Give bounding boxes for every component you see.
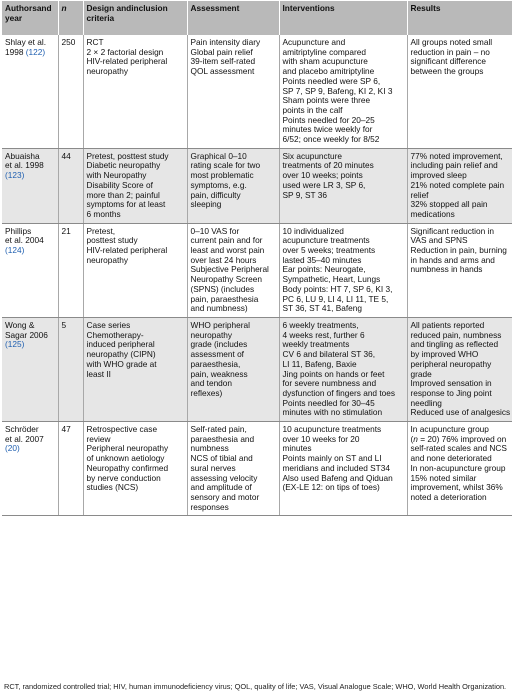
design-header-line: inclusion criteria bbox=[86, 3, 168, 23]
interventions-cell-line: 6/52; once weekly for 8/52 bbox=[282, 134, 380, 145]
design-cell-line: Diabetic neuropathy bbox=[86, 160, 161, 171]
citation-link[interactable]: (125) bbox=[5, 339, 25, 350]
results-cell-line: including pain relief and bbox=[410, 160, 498, 171]
assessment-cell-line: Self-rated pain, bbox=[190, 424, 247, 435]
design-cell-line: symptoms for at least bbox=[86, 199, 166, 210]
interventions-cell-line: and placebo amitriptyline bbox=[282, 66, 375, 77]
assessment-cell-line: sensory and motor bbox=[190, 491, 260, 502]
interventions-cell-line: LI 11, Bafeng, Baxie bbox=[282, 358, 357, 369]
interventions-cell-line: 10 individualized bbox=[282, 225, 344, 236]
interventions-cell-line: over 10 weeks; points bbox=[282, 170, 363, 181]
assessment-cell-line: (SPNS) (includes bbox=[190, 283, 255, 294]
assessment-cell-line: pain, paraesthesia bbox=[190, 293, 259, 304]
footnote: RCT, randomized controlled trial; HIV, human immunodeficiency virus; QOL, quality of life; VAS, Visual Analogue Scale; WHO, World Health Organization. bbox=[4, 682, 507, 691]
design-cell-line: induced peripheral bbox=[86, 339, 155, 350]
interventions-cell-line: Points needled for 20–25 bbox=[282, 114, 375, 125]
assessment-cell-line: rating scale for two bbox=[190, 160, 261, 171]
results-cell-line: Reduction in pain, burning bbox=[410, 245, 507, 256]
author-text: Wong & bbox=[5, 319, 35, 330]
author-line bbox=[5, 444, 55, 454]
assessment-cell bbox=[187, 422, 279, 516]
author-text: et al. 2007 bbox=[5, 433, 44, 444]
assessment-cell-line: 39-item self-rated bbox=[190, 56, 256, 67]
interventions-cell bbox=[279, 223, 407, 317]
table-row bbox=[2, 317, 512, 421]
interventions-cell-line: Points needled for 30–45 bbox=[282, 397, 375, 408]
assessment-cell-line: Graphical 0–10 bbox=[190, 150, 247, 161]
design-cell bbox=[83, 148, 187, 223]
interventions-cell-line: Acupuncture and bbox=[282, 37, 346, 47]
design-cell-line: neuropathy bbox=[86, 66, 129, 77]
interventions-cell-line: used were LR 3, SP 6, bbox=[282, 179, 366, 190]
interventions-cell-line: lasted 35–40 minutes bbox=[282, 254, 362, 265]
interventions-cell-line: Points mainly on ST and LI bbox=[282, 453, 382, 464]
interventions-cell-line: minutes bbox=[282, 443, 312, 454]
design-cell-line: 2 × 2 factorial design bbox=[86, 46, 164, 57]
interventions-cell-line: 10 acupuncture treatments bbox=[282, 424, 382, 435]
interventions-cell-line: Sham points were three bbox=[282, 95, 371, 106]
design-cell-line: with Neuropathy bbox=[86, 170, 147, 181]
interventions-cell-line: Body points: HT 7, SP 6, KI 3, bbox=[282, 283, 393, 294]
design-cell-line: Retrospective case bbox=[86, 424, 158, 435]
design-cell bbox=[83, 223, 187, 317]
assessment-cell-line: 0–10 VAS for bbox=[190, 225, 240, 236]
results-cell-line: Improved sensation in bbox=[410, 378, 492, 389]
n-header bbox=[58, 1, 83, 35]
interventions-cell-line: ST 36, ST 41, Bafeng bbox=[282, 303, 362, 314]
results-cell-line: noted a deterioration bbox=[410, 491, 487, 502]
results-cell bbox=[407, 148, 512, 223]
assessment-cell bbox=[187, 317, 279, 421]
author-cell bbox=[2, 148, 58, 223]
interventions-header-line: Interventions bbox=[282, 3, 335, 13]
author-text: Shlay et al. bbox=[5, 37, 47, 47]
results-cell-line: Significant reduction in bbox=[410, 225, 494, 236]
results-cell-line: 21% noted complete pain bbox=[410, 179, 505, 190]
design-cell-line: neuropathy bbox=[86, 254, 129, 265]
assessment-cell-line: Global pain relief bbox=[190, 46, 253, 57]
citation-link[interactable]: (124) bbox=[5, 245, 25, 256]
assessment-cell-line: symptoms, e.g. bbox=[190, 179, 247, 190]
n-cell: 5 bbox=[58, 317, 83, 421]
results-cell bbox=[407, 317, 512, 421]
interventions-cell-line: CV 6 and bilateral ST 36, bbox=[282, 349, 376, 360]
interventions-cell-line: acupuncture treatments bbox=[282, 235, 370, 246]
interventions-cell-line: SP 7, SP 9, Bafeng, KI 2, KI 3 bbox=[282, 85, 393, 96]
assessment-cell bbox=[187, 223, 279, 317]
interventions-cell-line: for severe numbness and bbox=[282, 378, 377, 389]
results-cell-line: and none deteriorated bbox=[410, 453, 492, 464]
assessment-cell-line: sleeping bbox=[190, 199, 222, 210]
interventions-cell-line: dysfunction of fingers and toes bbox=[282, 387, 396, 398]
author-text: 1998 bbox=[5, 46, 26, 57]
author-cell bbox=[2, 422, 58, 516]
interventions-cell-line: 4 weeks rest, further 6 bbox=[282, 329, 365, 340]
assessment-cell bbox=[187, 148, 279, 223]
table-row bbox=[2, 422, 512, 516]
results-cell-line: Reduced use of analgesics bbox=[410, 407, 511, 418]
assessment-cell-line: Pain intensity diary bbox=[190, 37, 261, 47]
author-text: Sagar 2006 bbox=[5, 329, 48, 340]
interventions-cell-line: Also used Bafeng and Qiduan bbox=[282, 472, 393, 483]
author-text: et al. 1998 bbox=[5, 160, 44, 171]
design-cell bbox=[83, 422, 187, 516]
interventions-cell-line: Points needled were SP 6, bbox=[282, 75, 381, 86]
interventions-cell-line: treatments of 20 minutes bbox=[282, 160, 374, 171]
results-cell-line: and tingling as reflected bbox=[410, 339, 499, 350]
assessment-cell-line: NCS of tibial and bbox=[190, 453, 253, 464]
assessment-cell-line: current pain and for bbox=[190, 235, 263, 246]
interventions-cell-line: minutes twice weekly for bbox=[282, 124, 373, 135]
results-cell-line: self-rated scales and NCS bbox=[410, 443, 507, 454]
assessment-header bbox=[187, 1, 279, 35]
assessment-cell-line: paraesthesia and bbox=[190, 433, 255, 444]
interventions-cell-line: PC 6, LU 9, LI 4, LI 11, TE 5, bbox=[282, 293, 389, 304]
table-header bbox=[2, 1, 512, 35]
design-cell-line: Pretest, bbox=[86, 225, 116, 236]
assessment-cell-line: Subjective Peripheral bbox=[190, 264, 269, 275]
results-cell-line: All patients reported bbox=[410, 319, 485, 330]
results-cell-line: 77% noted improvement, bbox=[410, 150, 503, 161]
author-text: Schröder bbox=[5, 424, 39, 435]
n-header-line: n bbox=[61, 3, 67, 13]
design-cell-line: with WHO grade at bbox=[86, 358, 157, 369]
interventions-cell bbox=[279, 35, 407, 148]
interventions-cell-line: (EX-LE 12: on tips of toes) bbox=[282, 482, 380, 493]
interventions-cell-line: minutes with no stimulation bbox=[282, 407, 383, 418]
table-row bbox=[2, 35, 512, 148]
table-row bbox=[2, 148, 512, 223]
results-cell-line: All groups noted small bbox=[410, 37, 493, 47]
results-cell-line: between the groups bbox=[410, 66, 484, 77]
design-cell-line: by nerve conduction bbox=[86, 472, 161, 483]
assessment-cell-line: most problematic bbox=[190, 170, 254, 181]
design-cell-line: studies (NCS) bbox=[86, 482, 139, 493]
assessment-cell bbox=[187, 35, 279, 148]
author-line bbox=[5, 48, 55, 58]
results-cell bbox=[407, 422, 512, 516]
table-body bbox=[2, 35, 512, 516]
design-cell-line: Case series bbox=[86, 319, 131, 330]
italic-n: n bbox=[413, 433, 418, 444]
author-cell bbox=[2, 223, 58, 317]
assessment-cell-line: pain, weakness bbox=[190, 368, 248, 379]
results-cell-line: (n = 20) 76% improved on bbox=[410, 433, 507, 444]
interventions-cell-line: 6 weekly treatments, bbox=[282, 319, 359, 330]
assessment-cell-line: assessment of bbox=[190, 349, 244, 360]
design-cell-line: of unknown aetiology bbox=[86, 453, 165, 464]
results-cell-line: reduction in pain – no bbox=[410, 46, 490, 57]
interventions-cell-line: SP 9, ST 36 bbox=[282, 189, 327, 200]
results-cell-line: relief bbox=[410, 189, 429, 200]
assessment-cell-line: pain, difficulty bbox=[190, 189, 241, 200]
acupuncture-neuropathy-table bbox=[2, 1, 512, 516]
assessment-cell-line: WHO peripheral bbox=[190, 319, 250, 330]
design-cell-line: Peripheral neuropathy bbox=[86, 443, 169, 454]
results-cell-line: 32% stopped all pain bbox=[410, 199, 488, 210]
design-cell-line: review bbox=[86, 433, 111, 444]
interventions-cell bbox=[279, 148, 407, 223]
results-cell bbox=[407, 35, 512, 148]
assessment-cell-line: responses bbox=[190, 501, 229, 512]
results-cell-line: 15% noted similar bbox=[410, 472, 477, 483]
design-header bbox=[83, 1, 187, 35]
results-cell-line: improvement, whilst 36% bbox=[410, 482, 503, 493]
author-cell bbox=[2, 35, 58, 148]
design-cell-line: 6 months bbox=[86, 208, 121, 219]
author-line bbox=[5, 340, 55, 350]
results-cell-line: in hands and arms and bbox=[410, 254, 495, 265]
results-cell-line: grade bbox=[410, 368, 432, 379]
interventions-cell bbox=[279, 422, 407, 516]
results-cell-line: reduced pain, numbness bbox=[410, 329, 502, 340]
design-cell-line: neuropathy (CIPN) bbox=[86, 349, 156, 360]
citation-link[interactable]: (122) bbox=[25, 46, 46, 57]
results-header-line: Results bbox=[410, 3, 441, 13]
results-cell-line: VAS and SPNS bbox=[410, 235, 468, 246]
assessment-cell-line: neuropathy bbox=[190, 329, 233, 340]
interventions-cell-line: Jing points on hands or feet bbox=[282, 368, 385, 379]
interventions-cell-line: with sham acupuncture bbox=[282, 56, 368, 67]
design-header-line: Design and bbox=[86, 3, 132, 13]
assessment-cell-line: QOL assessment bbox=[190, 66, 255, 77]
assessment-cell-line: assessing velocity bbox=[190, 472, 258, 483]
assessment-cell-line: reflexes) bbox=[190, 387, 223, 398]
results-cell-line: by improved WHO bbox=[410, 349, 479, 360]
interventions-cell-line: Six acupuncture bbox=[282, 150, 342, 161]
interventions-cell-line: amitriptyline compared bbox=[282, 46, 366, 57]
n-cell: 21 bbox=[58, 223, 83, 317]
design-cell-line: least II bbox=[86, 368, 111, 379]
design-cell-line: more than 2; painful bbox=[86, 189, 160, 200]
results-cell-line: In acupuncture group bbox=[410, 424, 489, 435]
design-cell bbox=[83, 317, 187, 421]
assessment-header-line: Assessment bbox=[190, 3, 240, 13]
results-cell-line: response to Jing point bbox=[410, 387, 492, 398]
interventions-header bbox=[279, 1, 407, 35]
n-cell: 44 bbox=[58, 148, 83, 223]
assessment-cell-line: over last 24 hours bbox=[190, 254, 257, 265]
n-cell: 250 bbox=[58, 35, 83, 148]
design-cell-line: posttest study bbox=[86, 235, 138, 246]
author-text: Abuaisha bbox=[5, 150, 40, 161]
authors-year-header bbox=[2, 1, 58, 35]
results-cell bbox=[407, 223, 512, 317]
table-row bbox=[2, 223, 512, 317]
authors-year-header-line: and year bbox=[5, 3, 52, 23]
interventions-cell bbox=[279, 317, 407, 421]
assessment-cell-line: and tendon bbox=[190, 378, 233, 389]
interventions-cell-line: weekly treatments bbox=[282, 339, 350, 350]
design-cell-line: HIV-related peripheral bbox=[86, 56, 168, 67]
results-cell-line: numbness in hands bbox=[410, 264, 483, 275]
author-text: Phillips bbox=[5, 225, 32, 236]
design-cell-line: HIV-related peripheral bbox=[86, 245, 168, 256]
assessment-cell-line: least and worst pain bbox=[190, 245, 265, 256]
assessment-cell-line: numbness bbox=[190, 443, 229, 454]
results-cell-line: In non-acupuncture group bbox=[410, 462, 506, 473]
results-cell-line: peripheral neuropathy bbox=[410, 358, 492, 369]
assessment-cell-line: Neuropathy Screen bbox=[190, 274, 262, 285]
interventions-cell-line: meridians and included ST34 bbox=[282, 462, 390, 473]
results-cell-line: significant difference bbox=[410, 56, 486, 67]
author-line bbox=[5, 246, 55, 256]
n-cell: 47 bbox=[58, 422, 83, 516]
assessment-cell-line: and numbness) bbox=[190, 303, 248, 314]
results-cell-line: needling bbox=[410, 397, 442, 408]
interventions-cell-line: over 5 weeks; treatments bbox=[282, 245, 376, 256]
design-cell bbox=[83, 35, 187, 148]
author-line bbox=[5, 171, 55, 181]
results-cell-line: improved sleep bbox=[410, 170, 467, 181]
results-header bbox=[407, 1, 512, 35]
results-cell-line: medications bbox=[410, 208, 455, 219]
assessment-cell-line: grade (includes bbox=[190, 339, 248, 350]
citation-link[interactable]: (123) bbox=[5, 170, 25, 181]
design-cell-line: Disability Score of bbox=[86, 179, 153, 190]
author-cell bbox=[2, 317, 58, 421]
design-cell-line: Pretest, posttest study bbox=[86, 150, 169, 161]
design-cell-line: Chemotherapy- bbox=[86, 329, 144, 340]
header-row bbox=[2, 1, 512, 35]
assessment-cell-line: and amplitude of bbox=[190, 482, 252, 493]
design-cell-line: RCT bbox=[86, 37, 104, 47]
author-text: et al. 2004 bbox=[5, 235, 44, 246]
design-cell-line: Neuropathy confirmed bbox=[86, 462, 169, 473]
assessment-cell-line: paraesthesia, bbox=[190, 358, 241, 369]
interventions-cell-line: over 10 weeks for 20 bbox=[282, 433, 360, 444]
interventions-cell-line: points in the calf bbox=[282, 104, 343, 115]
assessment-cell-line: sural nerves bbox=[190, 462, 236, 473]
authors-year-header-line: Authors bbox=[5, 3, 37, 13]
interventions-cell-line: Ear points: Neurogate, bbox=[282, 264, 366, 275]
citation-link[interactable]: (20) bbox=[5, 443, 20, 454]
interventions-cell-line: Sympathetic, Heart, Lungs bbox=[282, 274, 381, 285]
